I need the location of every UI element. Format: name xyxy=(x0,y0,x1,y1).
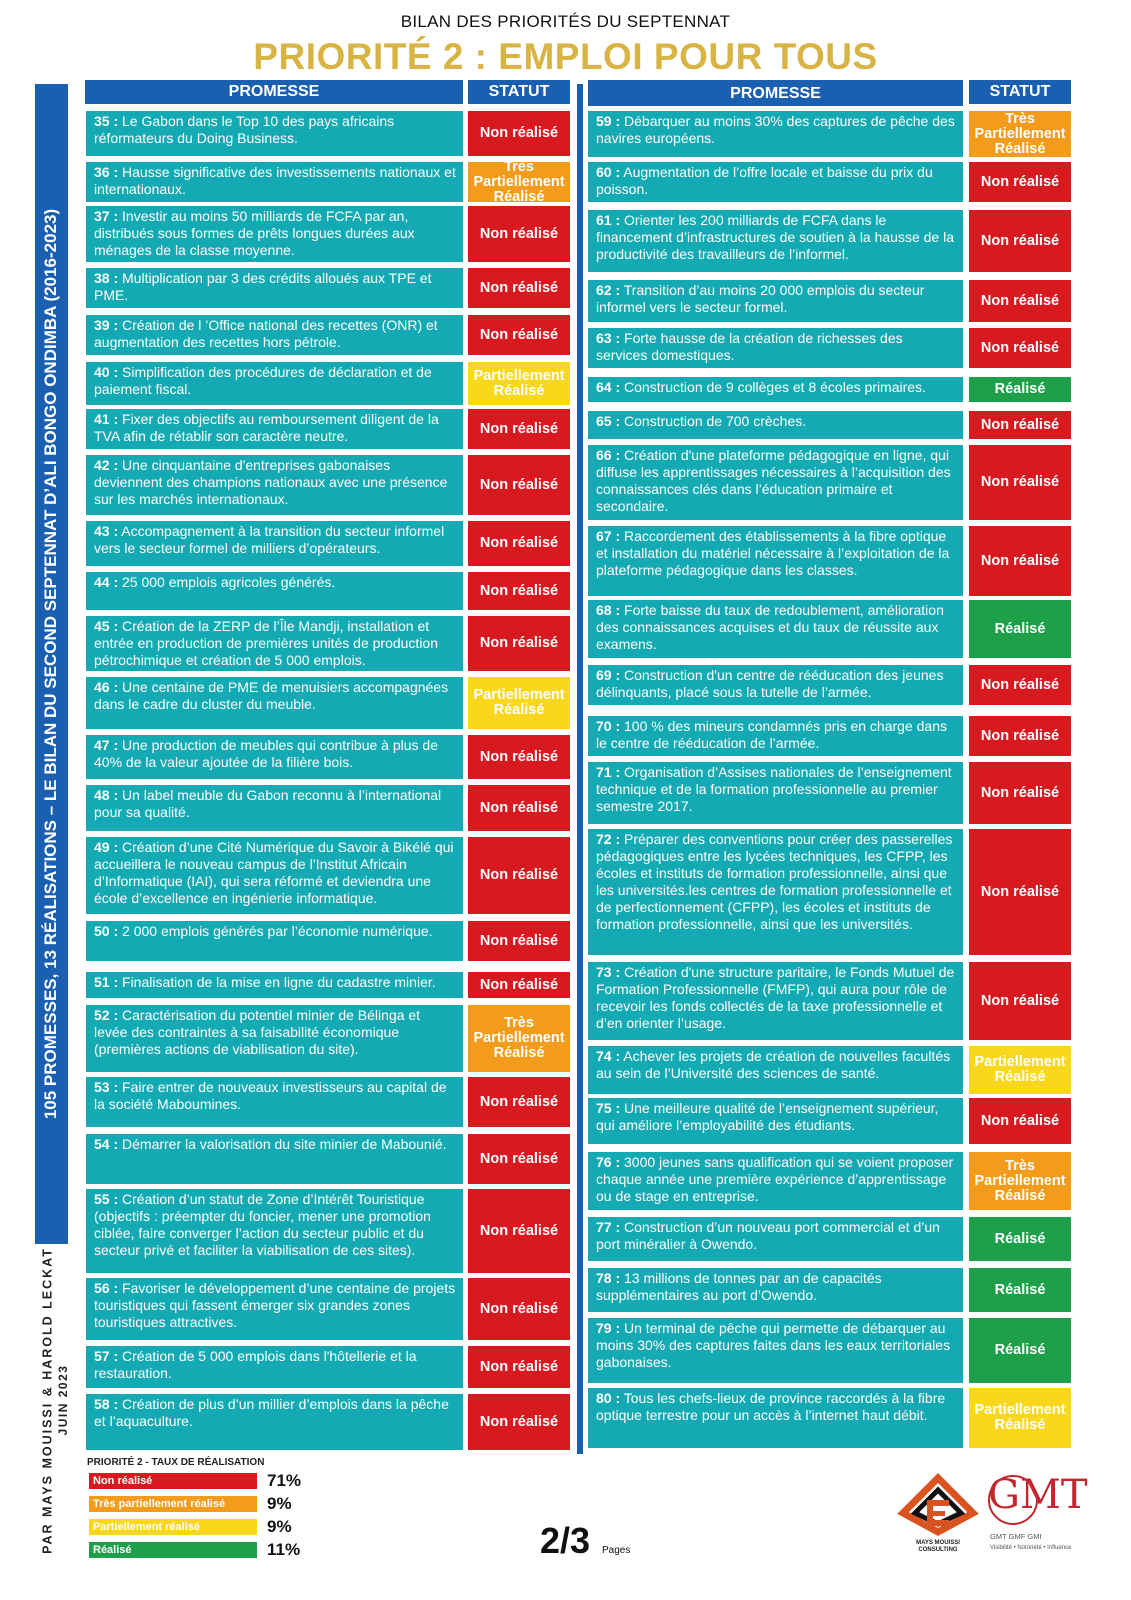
promise-text: Investir au moins 50 milliards de FCFA par an, distribués sous formes de prêts longues durées aux ménages de la classe moyenne. xyxy=(94,208,415,258)
promise-text: Construction d’un nouveau port commercial et d’un port minéralier à Owendo. xyxy=(596,1219,940,1252)
promise-number: 75 : xyxy=(596,1100,621,1116)
promise-text: Une meilleure qualité de l’enseignement supérieur, qui améliore l’employabilité des étudiants. xyxy=(596,1100,939,1133)
promise-row xyxy=(86,1005,570,1072)
status-badge: Réalisé xyxy=(969,377,1071,402)
promise-text: Simplification des procédures de déclaration et de paiement fiscal. xyxy=(94,364,432,397)
promise-number: 50 : xyxy=(94,923,119,939)
right-promesse-header: PROMESSE xyxy=(588,80,963,106)
legend-label: Non réalisé xyxy=(89,1473,257,1489)
promise-text: Transition d’au moins 20 000 emplois du secteur informel vers le secteur formel. xyxy=(596,282,925,315)
promise-row xyxy=(86,1278,570,1340)
promise-row xyxy=(86,921,570,961)
status-badge: Non réalisé xyxy=(969,1098,1071,1144)
promise-row xyxy=(588,526,1071,596)
promise-text-cell xyxy=(86,1394,463,1450)
publication-date: JUIN 2023 xyxy=(56,1364,70,1436)
status-badge: Non réalisé xyxy=(468,616,570,671)
promise-text-cell xyxy=(86,1346,463,1388)
promise-row xyxy=(86,268,570,308)
promise-number: 64 : xyxy=(596,379,621,395)
promise-text-cell xyxy=(588,1268,963,1312)
promise-number: 40 : xyxy=(94,364,119,380)
promise-text: Multiplication par 3 des crédits alloués aux TPE et PME. xyxy=(94,270,432,303)
promise-text: Organisation d’Assises nationales de l’enseignement technique et de la formation professionnelle au premier semestre 2017. xyxy=(596,764,952,814)
promise-text: 100 % des mineurs condamnés pris en charge dans le centre de rééducation de l’armée. xyxy=(596,718,947,751)
legend-label: Réalisé xyxy=(89,1542,257,1558)
promise-text: Construction de 9 collèges et 8 écoles primaires. xyxy=(624,379,926,395)
right-statut-header: STATUT xyxy=(969,80,1071,104)
gmt-logo-letters: GMT xyxy=(988,1472,1088,1518)
promise-number: 65 : xyxy=(596,413,621,429)
status-badge: Non réalisé xyxy=(969,162,1071,202)
promise-text: Forte hausse de la création de richesses des services domestiques. xyxy=(596,330,903,363)
legend-label: Très partiellement réalisé xyxy=(89,1496,257,1512)
promise-row xyxy=(86,1394,570,1450)
promise-number: 66 : xyxy=(596,447,621,463)
promise-number: 58 : xyxy=(94,1396,119,1412)
promise-number: 79 : xyxy=(596,1320,621,1336)
promise-text: Démarrer la valorisation du site minier de Mabounié. xyxy=(122,1136,447,1152)
promise-text: Forte baisse du taux de redoublement, amélioration des connaissances acquises et du taux de réussite aux examens. xyxy=(596,602,944,652)
promise-number: 63 : xyxy=(596,330,621,346)
promise-text: 25 000 emplois agricoles générés. xyxy=(122,574,336,590)
promise-number: 70 : xyxy=(596,718,621,734)
promise-row xyxy=(588,377,1071,402)
promise-text-cell xyxy=(86,111,463,156)
status-badge: Non réalisé xyxy=(969,829,1071,955)
promise-text-cell xyxy=(86,162,463,202)
promise-row xyxy=(86,455,570,515)
promise-text: Débarquer au moins 30% des captures de pêche des navires européens. xyxy=(596,113,955,146)
promise-text-cell xyxy=(86,1278,463,1340)
status-badge: Non réalisé xyxy=(468,972,570,998)
promise-text-cell xyxy=(588,445,963,520)
promise-text-cell xyxy=(86,1005,463,1072)
status-badge: Non réalisé xyxy=(969,280,1071,322)
status-badge: Réalisé xyxy=(969,600,1071,658)
promise-number: 45 : xyxy=(94,618,119,634)
promise-number: 69 : xyxy=(596,667,621,683)
promise-text-cell xyxy=(588,665,963,705)
promise-row xyxy=(588,162,1071,202)
promise-number: 39 : xyxy=(94,317,119,333)
promise-text-cell xyxy=(86,921,463,961)
promise-row xyxy=(86,1189,570,1273)
promise-text-cell xyxy=(86,409,463,449)
promise-number: 52 : xyxy=(94,1007,119,1023)
status-badge: Très Partiellement Réalisé xyxy=(969,111,1071,157)
promise-number: 47 : xyxy=(94,737,119,753)
promise-row xyxy=(588,962,1071,1040)
promise-row xyxy=(86,837,570,914)
promise-text: Le Gabon dans le Top 10 des pays africains réformateurs du Doing Business. xyxy=(94,113,395,146)
promise-text-cell xyxy=(588,600,963,658)
legend-percent: 11% xyxy=(267,1540,301,1559)
legend-title: PRIORITÉ 2 - TAUX DE RÉALISATION xyxy=(87,1457,265,1468)
promise-number: 41 : xyxy=(94,411,119,427)
promise-text-cell xyxy=(86,677,463,729)
status-badge: Non réalisé xyxy=(468,455,570,515)
promise-row xyxy=(86,521,570,566)
promise-row xyxy=(588,445,1071,520)
legend-row-tres-partiellement xyxy=(87,1494,327,1517)
status-badge: Très Partiellement Réalisé xyxy=(468,162,570,202)
promise-text: Augmentation de l’offre locale et baisse du prix du poisson. xyxy=(596,164,933,197)
status-badge: Non réalisé xyxy=(468,735,570,779)
promise-text-cell xyxy=(86,268,463,308)
promise-text-cell xyxy=(86,735,463,779)
promise-text: Un label meuble du Gabon reconnu à l’international pour sa qualité. xyxy=(94,787,442,820)
promise-number: 51 : xyxy=(94,974,119,990)
promise-row xyxy=(86,785,570,831)
promise-text-cell xyxy=(86,572,463,610)
promise-text-cell xyxy=(588,962,963,1040)
promise-text-cell xyxy=(588,162,963,202)
promise-text-cell xyxy=(588,411,963,439)
status-badge: Non réalisé xyxy=(969,962,1071,1040)
status-badge: Non réalisé xyxy=(468,409,570,449)
promise-number: 37 : xyxy=(94,208,119,224)
promise-text: Achever les projets de création de nouvelles facultés au sein de l’Université des sciences de santé. xyxy=(596,1048,951,1081)
status-badge: Non réalisé xyxy=(468,837,570,914)
promise-text: Création de la ZERP de l’Île Mandji, installation et entrée en production de premières unités de production pétrochimique et création de 5 000 emplois. xyxy=(94,618,438,668)
status-badge: Non réalisé xyxy=(468,521,570,566)
column-divider xyxy=(577,84,583,1454)
promise-number: 73 : xyxy=(596,964,621,980)
status-badge: Non réalisé xyxy=(468,921,570,961)
promise-text-cell xyxy=(86,206,463,262)
gmt-logo-subbrands: GMT GMF GMI xyxy=(990,1532,1042,1541)
promise-text: Création d’une Cité Numérique du Savoir à Bikélé qui accueillera le nouveau campus de l’Institut Africain d’Informatique (IAI), qui sera réformé et deviendra une école d’excellence en ingénierie informatique. xyxy=(94,839,454,906)
promise-row xyxy=(86,362,570,405)
legend-label: Partiellement réalisé xyxy=(89,1519,257,1535)
promise-number: 53 : xyxy=(94,1079,119,1095)
status-badge: Non réalisé xyxy=(468,268,570,308)
promise-row xyxy=(588,1388,1071,1448)
promise-row xyxy=(588,1318,1071,1383)
promise-number: 61 : xyxy=(596,212,621,228)
promise-text: Préparer des conventions pour créer des passerelles pédagogiques entre les lycées techniques, les CFPP, les écoles et instituts de formation professionnelle, ainsi que les universités.les centres de formation professionnelle et de perfectionnement (CFPP), les écoles et instituts de formation professionnelle, ainsi que les universités. xyxy=(596,831,953,932)
promise-number: 36 : xyxy=(94,164,119,180)
promise-text-cell xyxy=(86,315,463,355)
promise-text: Création de 5 000 emplois dans l'hôtellerie et la restauration. xyxy=(94,1348,417,1381)
promise-text: Faire entrer de nouveaux investisseurs au capital de la société Maboumines. xyxy=(94,1079,447,1112)
promise-text: Tous les chefs-lieux de province raccordés à la fibre optique terrestre pour un accès à l’internet haut débit. xyxy=(596,1390,946,1423)
promise-text: Construction d'un centre de rééducation des jeunes délinquants, placé sous la tutelle de l’armée. xyxy=(596,667,944,700)
page-supertitle: BILAN DES PRIORITÉS DU SEPTENNAT xyxy=(400,12,731,31)
legend-row-realise xyxy=(87,1540,327,1563)
status-badge: Non réalisé xyxy=(468,1394,570,1450)
promise-row xyxy=(588,1217,1071,1261)
status-badge: Non réalisé xyxy=(468,785,570,831)
status-badge: Non réalisé xyxy=(468,315,570,355)
status-badge: Partiellement Réalisé xyxy=(969,1388,1071,1448)
promise-text-cell xyxy=(588,328,963,368)
promise-number: 60 : xyxy=(596,164,621,180)
legend-percent: 9% xyxy=(267,1517,292,1536)
promise-text-cell xyxy=(588,1318,963,1383)
promise-row xyxy=(588,762,1071,824)
promise-text: Création d’un statut de Zone d’Intérêt Touristique (objectifs : préempter du foncier, mener une promotion ciblée, faire converger l’action du secteur public et du secteur privé et faciliter la viabilisation de ces sites). xyxy=(94,1191,431,1258)
promise-text-cell xyxy=(86,455,463,515)
promise-text-cell xyxy=(86,785,463,831)
promise-text: Raccordement des établissements à la fibre optique et installation du matériel nécessaire à l’exploitation de la plateforme pédagogique dans les classes. xyxy=(596,528,950,578)
promise-number: 38 : xyxy=(94,270,119,286)
promise-row xyxy=(86,1077,570,1127)
promise-text: Finalisation de la mise en ligne du cadastre minier. xyxy=(122,974,436,990)
promise-row xyxy=(588,210,1071,272)
promise-text-cell xyxy=(86,1189,463,1273)
promise-text-cell xyxy=(588,1152,963,1210)
promise-text-cell xyxy=(86,1134,463,1184)
promise-row xyxy=(86,735,570,779)
promise-text-cell xyxy=(588,111,963,157)
promise-text-cell xyxy=(588,829,963,955)
promise-text: 2 000 emplois générés par l’économie numérique. xyxy=(122,923,433,939)
status-badge: Non réalisé xyxy=(969,445,1071,520)
promise-row xyxy=(588,1046,1071,1094)
status-badge: Non réalisé xyxy=(468,572,570,610)
status-badge: Non réalisé xyxy=(969,328,1071,368)
promise-row xyxy=(588,1268,1071,1312)
promise-text: Une production de meubles qui contribue à plus de 40% de la valeur ajoutée de la filière bois. xyxy=(94,737,438,770)
left-promesse-header: PROMESSE xyxy=(85,80,463,104)
promise-number: 72 : xyxy=(596,831,621,847)
promise-row xyxy=(86,972,570,998)
promise-row xyxy=(588,1152,1071,1210)
status-badge: Non réalisé xyxy=(969,210,1071,272)
status-badge: Réalisé xyxy=(969,1217,1071,1261)
promise-text: Favoriser le développement d’une centaine de projets touristiques qui fassent émerger six grandes zones touristiques attractives. xyxy=(94,1280,456,1330)
promise-text: Caractérisation du potentiel minier de Bélinga et levée des contraintes à sa faisabilité économique (premières actions de viabilisation du site). xyxy=(94,1007,421,1057)
promise-text: 13 millions de tonnes par an de capacités supplémentaires au port d’Owendo. xyxy=(596,1270,882,1303)
promise-number: 74 : xyxy=(596,1048,621,1064)
promise-number: 77 : xyxy=(596,1219,621,1235)
promise-text-cell xyxy=(588,1046,963,1094)
promise-number: 67 : xyxy=(596,528,621,544)
promise-row xyxy=(588,716,1071,756)
status-badge: Non réalisé xyxy=(468,1346,570,1388)
promise-text-cell xyxy=(588,377,963,402)
status-badge: Partiellement Réalisé xyxy=(969,1046,1071,1094)
promise-number: 71 : xyxy=(596,764,621,780)
promise-text-cell xyxy=(588,280,963,322)
promise-text-cell xyxy=(86,972,463,998)
status-badge: Non réalisé xyxy=(969,665,1071,705)
promise-text-cell xyxy=(588,210,963,272)
promise-row xyxy=(86,111,570,156)
promise-row xyxy=(588,411,1071,439)
promise-row xyxy=(86,677,570,729)
status-badge: Non réalisé xyxy=(969,762,1071,824)
promise-text: 3000 jeunes sans qualification qui se voient proposer chaque année une première expérience d’apprentissage ou de stage en entreprise. xyxy=(596,1154,954,1204)
promise-text: Fixer des objectifs au remboursement diligent de la TVA afin de rétablir son caractère neutre. xyxy=(94,411,439,444)
promise-number: 76 : xyxy=(596,1154,621,1170)
promise-number: 55 : xyxy=(94,1191,119,1207)
promise-text-cell xyxy=(588,1388,963,1448)
promise-number: 48 : xyxy=(94,787,119,803)
promise-row xyxy=(86,158,570,205)
promise-text: Une cinquantaine d'entreprises gabonaises deviennent des champions nationaux avec une présence sur les marchés internationaux. xyxy=(94,457,448,507)
promise-number: 62 : xyxy=(596,282,621,298)
promise-text-cell xyxy=(86,362,463,405)
promise-row xyxy=(588,600,1071,658)
promise-row xyxy=(588,328,1071,368)
promise-text: Construction de 700 crèches. xyxy=(624,413,807,429)
status-badge: Non réalisé xyxy=(468,206,570,262)
status-badge: Non réalisé xyxy=(468,1278,570,1340)
promise-row xyxy=(588,280,1071,322)
promise-text: Un terminal de pêche qui permette de débarquer au moins 30% des captures faites dans les eaux territoriales gabonaises. xyxy=(596,1320,951,1370)
status-badge: Non réalisé xyxy=(969,716,1071,756)
promise-text: Orienter les 200 milliards de FCFA dans le financement d’infrastructures de soutien à la hausse de la productivité des travailleurs de l’informel. xyxy=(596,212,954,262)
page-suffix: Pages xyxy=(602,1545,631,1556)
legend-row-non-realise xyxy=(87,1471,327,1494)
promise-text: Hausse significative des investissements nationaux et internationaux. xyxy=(94,164,456,197)
promise-number: 49 : xyxy=(94,839,119,855)
promise-number: 35 : xyxy=(94,113,119,129)
page-number: 2/3 xyxy=(540,1520,591,1561)
promise-number: 57 : xyxy=(94,1348,119,1364)
status-badge: Non réalisé xyxy=(969,526,1071,596)
status-badge: Non réalisé xyxy=(468,1134,570,1184)
promise-text-cell xyxy=(86,521,463,566)
status-badge: Réalisé xyxy=(969,1318,1071,1383)
status-badge: Très Partiellement Réalisé xyxy=(468,1005,570,1072)
promise-row xyxy=(86,1134,570,1184)
promise-text: Création de l ’Office national des recettes (ONR) et augmentation des recettes hors pétrole. xyxy=(94,317,438,350)
page-title: PRIORITÉ 2 : EMPLOI POUR TOUS xyxy=(253,36,878,77)
authors-credit: PAR MAYS MOUISSI & HAROLD LECKAT xyxy=(40,1247,55,1554)
promise-row xyxy=(86,315,570,355)
promise-text-cell xyxy=(588,716,963,756)
vertical-banner-text: 105 PROMESSES, 13 RÉALISATIONS – LE BILAN DU SECOND SEPTENNAT D’ALI BONGO ONDIMBA (2016-2023) xyxy=(41,208,60,1120)
promise-number: 42 : xyxy=(94,457,119,473)
status-badge: Non réalisé xyxy=(969,411,1071,439)
status-badge: Partiellement Réalisé xyxy=(468,362,570,405)
promise-text-cell xyxy=(588,762,963,824)
promise-text: Création de plus d’un millier d’emplois dans la pêche et l’aquaculture. xyxy=(94,1396,449,1429)
promise-text-cell xyxy=(86,616,463,671)
promise-number: 56 : xyxy=(94,1280,119,1296)
mays-mouissi-logo-text: MAYS MOUISSI CONSULTING xyxy=(916,1540,960,1553)
status-badge: Non réalisé xyxy=(468,111,570,156)
promise-number: 43 : xyxy=(94,523,119,539)
promise-number: 78 : xyxy=(596,1270,621,1286)
promise-row xyxy=(86,409,570,449)
gmt-logo-tagline: Visibilité • Notoriété • Influence xyxy=(990,1545,1072,1551)
promise-row xyxy=(588,111,1071,157)
promise-number: 54 : xyxy=(94,1136,119,1152)
promise-number: 44 : xyxy=(94,574,119,590)
promise-row xyxy=(86,1346,570,1388)
status-badge: Très Partiellement Réalisé xyxy=(969,1152,1071,1210)
promise-text-cell xyxy=(588,526,963,596)
promise-text: Une centaine de PME de menuisiers accompagnées dans le cadre du cluster du meuble. xyxy=(94,679,449,712)
status-badge: Partiellement Réalisé xyxy=(468,677,570,729)
promise-text: Création d'une plateforme pédagogique en ligne, qui diffuse les apprentissages nécessaires à l’acquisition des connaissances clés dans l’éducation primaire et secondaire. xyxy=(596,447,951,514)
promise-number: 46 : xyxy=(94,679,119,695)
promise-number: 59 : xyxy=(596,113,621,129)
promise-row xyxy=(588,1098,1071,1144)
promise-text: Création d'une structure paritaire, le Fonds Mutuel de Formation Professionnelle (FMFP), qui aura pour rôle de recevoir les fonds collectés de la taxe professionnelle et d’en orienter l’usage. xyxy=(596,964,955,1031)
promise-text-cell xyxy=(86,1077,463,1127)
promise-text: Accompagnement à la transition du secteur informel vers le secteur formel de milliers d’opérateurs. xyxy=(94,523,445,556)
promise-number: 68 : xyxy=(596,602,621,618)
left-statut-header: STATUT xyxy=(468,80,570,104)
promise-number: 80 : xyxy=(596,1390,621,1406)
status-badge: Réalisé xyxy=(969,1268,1071,1312)
promise-text-cell xyxy=(588,1098,963,1144)
promise-text-cell xyxy=(588,1217,963,1261)
legend-row-partiellement xyxy=(87,1517,327,1540)
promise-row xyxy=(588,665,1071,705)
promise-row xyxy=(86,572,570,610)
promise-text-cell xyxy=(86,837,463,914)
legend-percent: 9% xyxy=(267,1494,292,1513)
legend-percent: 71% xyxy=(267,1471,302,1490)
promise-row xyxy=(588,829,1071,955)
status-badge: Non réalisé xyxy=(468,1189,570,1273)
status-badge: Non réalisé xyxy=(468,1077,570,1127)
promise-row xyxy=(86,206,570,262)
promise-row xyxy=(86,616,570,671)
legend xyxy=(87,1457,327,1563)
